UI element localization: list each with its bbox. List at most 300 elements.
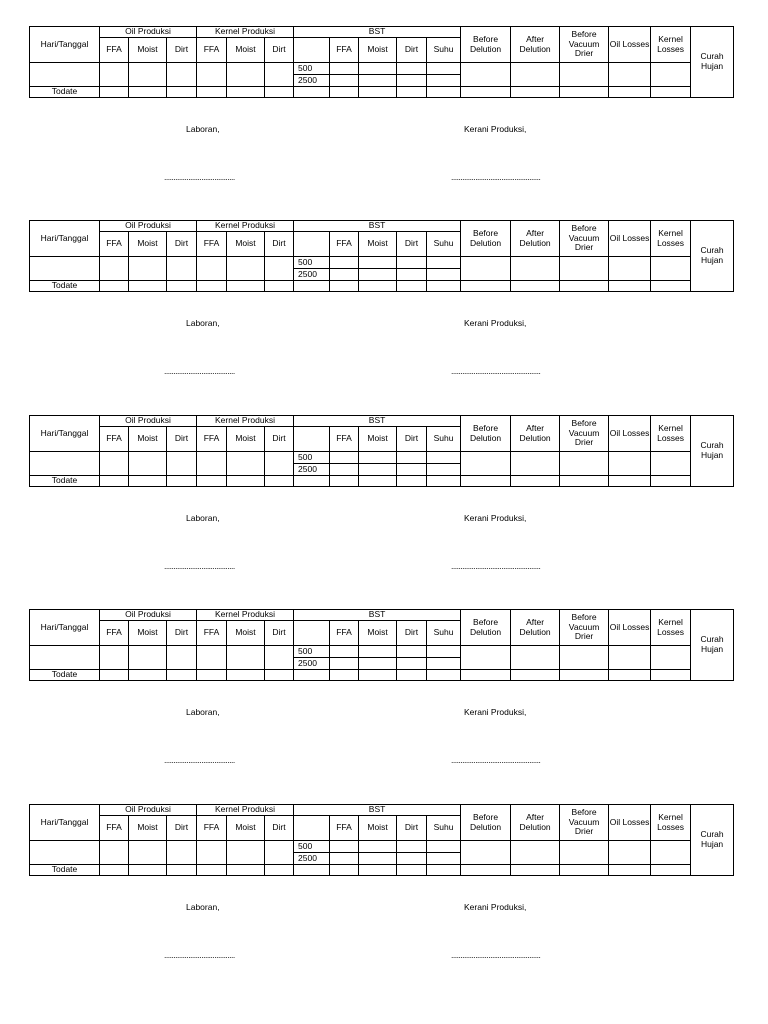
- cell-before-vacuum-drier[interactable]: [560, 646, 609, 670]
- todate-cell[interactable]: [265, 281, 294, 292]
- todate-cell[interactable]: [227, 670, 265, 681]
- cell-kernel-moist[interactable]: [227, 63, 265, 87]
- subheader-kernel-moist: Moist: [227, 232, 265, 257]
- todate-cell[interactable]: [359, 670, 397, 681]
- cell-bst-500-suhu[interactable]: [427, 452, 461, 464]
- todate-cell[interactable]: [461, 476, 511, 487]
- cell-before-delution[interactable]: [461, 841, 511, 865]
- subheader-bst-ffa: FFA: [330, 38, 359, 63]
- header-curah-hujan: Curah Hujan: [691, 416, 734, 487]
- cell-bst-2500-moist[interactable]: [359, 464, 397, 476]
- todate-cell[interactable]: [100, 87, 129, 98]
- kerani-signature-line: ................................................: [451, 755, 541, 765]
- laboran-label: Laboran,: [186, 124, 220, 134]
- kerani-signature-line: ................................................: [451, 950, 541, 960]
- subheader-oil-ffa: FFA: [100, 427, 129, 452]
- cell-bst-2500-suhu[interactable]: [427, 658, 461, 670]
- cell-bst-2500-ffa[interactable]: [330, 464, 359, 476]
- todate-cell[interactable]: [511, 865, 560, 876]
- subheader-bst-blank: [294, 621, 330, 646]
- cell-kernel-moist[interactable]: [227, 646, 265, 670]
- laboran-signature-line: ......................................: [164, 950, 235, 960]
- lab-report-table: [29, 220, 734, 292]
- cell-kernel-ffa[interactable]: [197, 63, 227, 87]
- todate-cell[interactable]: [129, 281, 167, 292]
- kerani-signature-line: ................................................: [451, 366, 541, 376]
- todate-cell[interactable]: [397, 476, 427, 487]
- header-before-vacuum-drier: Before Vacuum Drier: [560, 221, 609, 257]
- laboran-label: Laboran,: [186, 318, 220, 328]
- header-curah-hujan: Curah Hujan: [691, 221, 734, 292]
- todate-cell[interactable]: [129, 476, 167, 487]
- subheader-bst-dirt: Dirt: [397, 38, 427, 63]
- lab-report-form: [0, 609, 768, 803]
- todate-label: Todate: [30, 281, 100, 292]
- header-bst: BST: [294, 416, 461, 427]
- cell-date[interactable]: [30, 841, 100, 865]
- cell-oil-moist[interactable]: [129, 257, 167, 281]
- subheader-bst-suhu: Suhu: [427, 621, 461, 646]
- cell-before-delution[interactable]: [461, 257, 511, 281]
- cell-bst-500-moist[interactable]: [359, 257, 397, 269]
- cell-before-vacuum-drier[interactable]: [560, 63, 609, 87]
- todate-cell[interactable]: [359, 865, 397, 876]
- todate-cell[interactable]: [129, 87, 167, 98]
- cell-oil-moist[interactable]: [129, 63, 167, 87]
- header-curah-hujan: Curah Hujan: [691, 27, 734, 98]
- todate-cell[interactable]: [167, 865, 197, 876]
- todate-cell[interactable]: [129, 865, 167, 876]
- todate-cell[interactable]: [100, 476, 129, 487]
- cell-kernel-ffa[interactable]: [197, 841, 227, 865]
- cell-before-delution[interactable]: [461, 646, 511, 670]
- cell-oil-dirt[interactable]: [167, 63, 197, 87]
- cell-bst-2500-dirt[interactable]: [397, 269, 427, 281]
- todate-cell[interactable]: [651, 87, 691, 98]
- cell-bst-500-ffa[interactable]: [330, 63, 359, 75]
- todate-cell[interactable]: [100, 865, 129, 876]
- lab-report-table: [29, 609, 734, 681]
- subheader-bst-blank: [294, 232, 330, 257]
- lab-report-table: [29, 26, 734, 98]
- cell-date[interactable]: [30, 452, 100, 476]
- todate-cell[interactable]: [461, 87, 511, 98]
- todate-cell[interactable]: [359, 87, 397, 98]
- lab-report-table: [29, 804, 734, 876]
- cell-bst-500-suhu[interactable]: [427, 257, 461, 269]
- cell-kernel-losses[interactable]: [651, 841, 691, 865]
- bst-row-500: 500: [294, 452, 330, 464]
- todate-cell[interactable]: [100, 670, 129, 681]
- todate-cell[interactable]: [651, 865, 691, 876]
- subheader-kernel-dirt: Dirt: [265, 38, 294, 63]
- subheader-bst-suhu: Suhu: [427, 427, 461, 452]
- lab-report-table: [29, 415, 734, 487]
- bst-row-2500: 2500: [294, 853, 330, 865]
- todate-cell[interactable]: [265, 87, 294, 98]
- todate-cell[interactable]: [227, 87, 265, 98]
- cell-oil-losses[interactable]: [609, 257, 651, 281]
- header-after-delution: After Delution: [511, 416, 560, 452]
- kerani-produksi-label: Kerani Produksi,: [464, 707, 527, 717]
- laboran-label: Laboran,: [186, 513, 220, 523]
- cell-bst-500-ffa[interactable]: [330, 646, 359, 658]
- todate-label: Todate: [30, 87, 100, 98]
- todate-cell[interactable]: [167, 87, 197, 98]
- todate-cell[interactable]: [511, 87, 560, 98]
- header-after-delution: After Delution: [511, 805, 560, 841]
- todate-cell[interactable]: [167, 281, 197, 292]
- subheader-kernel-ffa: FFA: [197, 38, 227, 63]
- cell-before-delution[interactable]: [461, 452, 511, 476]
- header-kernel-losses: Kernel Losses: [651, 610, 691, 646]
- todate-cell[interactable]: [427, 281, 461, 292]
- header-oil-produksi: Oil Produksi: [100, 805, 197, 816]
- subheader-oil-dirt: Dirt: [167, 621, 197, 646]
- header-before-delution: Before Delution: [461, 610, 511, 646]
- cell-kernel-dirt[interactable]: [265, 63, 294, 87]
- subheader-oil-moist: Moist: [129, 427, 167, 452]
- bst-row-2500: 2500: [294, 464, 330, 476]
- todate-cell[interactable]: [651, 670, 691, 681]
- cell-kernel-dirt[interactable]: [265, 646, 294, 670]
- subheader-oil-dirt: Dirt: [167, 427, 197, 452]
- cell-oil-moist[interactable]: [129, 646, 167, 670]
- subheader-bst-ffa: FFA: [330, 232, 359, 257]
- cell-before-vacuum-drier[interactable]: [560, 841, 609, 865]
- todate-cell[interactable]: [227, 281, 265, 292]
- todate-cell[interactable]: [511, 670, 560, 681]
- cell-bst-2500-moist[interactable]: [359, 658, 397, 670]
- cell-oil-dirt[interactable]: [167, 646, 197, 670]
- subheader-bst-ffa: FFA: [330, 427, 359, 452]
- todate-cell[interactable]: [397, 87, 427, 98]
- cell-oil-moist[interactable]: [129, 452, 167, 476]
- todate-cell[interactable]: [461, 865, 511, 876]
- todate-cell[interactable]: [197, 281, 227, 292]
- todate-cell[interactable]: [227, 865, 265, 876]
- cell-bst-500-moist[interactable]: [359, 452, 397, 464]
- cell-kernel-losses[interactable]: [651, 452, 691, 476]
- cell-bst-500-dirt[interactable]: [397, 646, 427, 658]
- header-hari-tanggal: Hari/Tanggal: [30, 805, 100, 841]
- subheader-oil-ffa: FFA: [100, 232, 129, 257]
- lab-report-form: [0, 415, 768, 609]
- cell-bst-2500-suhu[interactable]: [427, 853, 461, 865]
- kerani-produksi-label: Kerani Produksi,: [464, 513, 527, 523]
- subheader-kernel-moist: Moist: [227, 38, 265, 63]
- cell-oil-ffa[interactable]: [100, 841, 129, 865]
- cell-kernel-ffa[interactable]: [197, 452, 227, 476]
- subheader-kernel-dirt: Dirt: [265, 427, 294, 452]
- cell-bst-2500-dirt[interactable]: [397, 75, 427, 87]
- todate-cell[interactable]: [197, 670, 227, 681]
- header-kernel-losses: Kernel Losses: [651, 221, 691, 257]
- cell-kernel-moist[interactable]: [227, 841, 265, 865]
- todate-cell[interactable]: [330, 670, 359, 681]
- subheader-kernel-ffa: FFA: [197, 621, 227, 646]
- laboran-signature-line: ......................................: [164, 755, 235, 765]
- todate-cell[interactable]: [197, 476, 227, 487]
- cell-after-delution[interactable]: [511, 646, 560, 670]
- subheader-kernel-dirt: Dirt: [265, 621, 294, 646]
- cell-after-delution[interactable]: [511, 63, 560, 87]
- subheader-oil-dirt: Dirt: [167, 232, 197, 257]
- subheader-bst-suhu: Suhu: [427, 816, 461, 841]
- header-before-vacuum-drier: Before Vacuum Drier: [560, 805, 609, 841]
- cell-kernel-ffa[interactable]: [197, 257, 227, 281]
- cell-oil-dirt[interactable]: [167, 841, 197, 865]
- cell-bst-500-suhu[interactable]: [427, 841, 461, 853]
- subheader-oil-dirt: Dirt: [167, 38, 197, 63]
- todate-cell[interactable]: [227, 476, 265, 487]
- todate-cell[interactable]: [359, 281, 397, 292]
- subheader-bst-moist: Moist: [359, 816, 397, 841]
- cell-bst-2500-dirt[interactable]: [397, 658, 427, 670]
- todate-cell[interactable]: [427, 87, 461, 98]
- todate-cell[interactable]: [330, 865, 359, 876]
- todate-cell[interactable]: [265, 670, 294, 681]
- header-before-delution: Before Delution: [461, 27, 511, 63]
- subheader-oil-ffa: FFA: [100, 621, 129, 646]
- header-bst: BST: [294, 221, 461, 232]
- cell-bst-2500-suhu[interactable]: [427, 464, 461, 476]
- subheader-oil-ffa: FFA: [100, 816, 129, 841]
- subheader-oil-moist: Moist: [129, 232, 167, 257]
- header-before-delution: Before Delution: [461, 221, 511, 257]
- subheader-bst-moist: Moist: [359, 38, 397, 63]
- lab-report-form: [0, 804, 768, 998]
- cell-oil-ffa[interactable]: [100, 63, 129, 87]
- subheader-kernel-moist: Moist: [227, 816, 265, 841]
- todate-cell[interactable]: [167, 476, 197, 487]
- cell-bst-2500-suhu[interactable]: [427, 269, 461, 281]
- bst-row-500: 500: [294, 63, 330, 75]
- todate-cell[interactable]: [560, 476, 609, 487]
- cell-after-delution[interactable]: [511, 452, 560, 476]
- todate-cell[interactable]: [427, 865, 461, 876]
- cell-oil-losses[interactable]: [609, 452, 651, 476]
- todate-cell[interactable]: [609, 865, 651, 876]
- todate-cell[interactable]: [511, 476, 560, 487]
- subheader-bst-blank: [294, 38, 330, 63]
- header-hari-tanggal: Hari/Tanggal: [30, 221, 100, 257]
- cell-bst-500-suhu[interactable]: [427, 63, 461, 75]
- todate-cell[interactable]: [397, 865, 427, 876]
- todate-cell[interactable]: [427, 476, 461, 487]
- cell-bst-2500-moist[interactable]: [359, 853, 397, 865]
- todate-cell[interactable]: [265, 865, 294, 876]
- cell-kernel-dirt[interactable]: [265, 841, 294, 865]
- cell-after-delution[interactable]: [511, 841, 560, 865]
- todate-label: Todate: [30, 476, 100, 487]
- cell-kernel-losses[interactable]: [651, 63, 691, 87]
- header-kernel-losses: Kernel Losses: [651, 805, 691, 841]
- header-oil-losses: Oil Losses: [609, 416, 651, 452]
- cell-date[interactable]: [30, 646, 100, 670]
- todate-cell[interactable]: [461, 670, 511, 681]
- cell-bst-2500-moist[interactable]: [359, 75, 397, 87]
- subheader-bst-dirt: Dirt: [397, 232, 427, 257]
- todate-cell[interactable]: [100, 281, 129, 292]
- cell-kernel-dirt[interactable]: [265, 257, 294, 281]
- cell-bst-500-dirt[interactable]: [397, 841, 427, 853]
- header-oil-produksi: Oil Produksi: [100, 416, 197, 427]
- cell-bst-2500-dirt[interactable]: [397, 853, 427, 865]
- cell-oil-dirt[interactable]: [167, 257, 197, 281]
- todate-cell[interactable]: [330, 476, 359, 487]
- cell-kernel-ffa[interactable]: [197, 646, 227, 670]
- cell-kernel-losses[interactable]: [651, 646, 691, 670]
- todate-cell[interactable]: [609, 87, 651, 98]
- todate-cell[interactable]: [560, 670, 609, 681]
- laboran-label: Laboran,: [186, 707, 220, 717]
- header-curah-hujan: Curah Hujan: [691, 610, 734, 681]
- todate-cell[interactable]: [167, 670, 197, 681]
- kerani-signature-line: ................................................: [451, 561, 541, 571]
- bst-row-500: 500: [294, 646, 330, 658]
- todate-cell[interactable]: [330, 281, 359, 292]
- header-bst: BST: [294, 610, 461, 621]
- cell-kernel-moist[interactable]: [227, 257, 265, 281]
- laboran-signature-line: ......................................: [164, 172, 235, 182]
- todate-cell[interactable]: [651, 281, 691, 292]
- header-bst: BST: [294, 27, 461, 38]
- cell-bst-500-ffa[interactable]: [330, 257, 359, 269]
- cell-oil-losses[interactable]: [609, 841, 651, 865]
- kerani-produksi-label: Kerani Produksi,: [464, 902, 527, 912]
- subheader-bst-moist: Moist: [359, 621, 397, 646]
- header-before-vacuum-drier: Before Vacuum Drier: [560, 610, 609, 646]
- todate-cell[interactable]: [560, 865, 609, 876]
- cell-bst-500-ffa[interactable]: [330, 841, 359, 853]
- subheader-bst-blank: [294, 816, 330, 841]
- header-kernel-produksi: Kernel Produksi: [197, 221, 294, 232]
- todate-cell[interactable]: [511, 281, 560, 292]
- todate-cell[interactable]: [461, 281, 511, 292]
- todate-cell[interactable]: [427, 670, 461, 681]
- todate-cell[interactable]: [609, 281, 651, 292]
- subheader-bst-dirt: Dirt: [397, 621, 427, 646]
- todate-cell[interactable]: [609, 476, 651, 487]
- cell-before-delution[interactable]: [461, 63, 511, 87]
- cell-oil-ffa[interactable]: [100, 646, 129, 670]
- lab-report-form: [0, 26, 768, 220]
- todate-cell[interactable]: [294, 670, 330, 681]
- subheader-oil-moist: Moist: [129, 816, 167, 841]
- cell-date[interactable]: [30, 63, 100, 87]
- cell-bst-500-dirt[interactable]: [397, 257, 427, 269]
- subheader-oil-ffa: FFA: [100, 38, 129, 63]
- cell-before-vacuum-drier[interactable]: [560, 257, 609, 281]
- subheader-bst-ffa: FFA: [330, 816, 359, 841]
- cell-bst-2500-ffa[interactable]: [330, 75, 359, 87]
- todate-cell[interactable]: [294, 87, 330, 98]
- header-kernel-produksi: Kernel Produksi: [197, 416, 294, 427]
- bst-row-2500: 2500: [294, 269, 330, 281]
- todate-cell[interactable]: [197, 87, 227, 98]
- cell-oil-losses[interactable]: [609, 646, 651, 670]
- cell-oil-dirt[interactable]: [167, 452, 197, 476]
- header-kernel-produksi: Kernel Produksi: [197, 805, 294, 816]
- cell-bst-2500-ffa[interactable]: [330, 658, 359, 670]
- subheader-bst-dirt: Dirt: [397, 427, 427, 452]
- cell-kernel-moist[interactable]: [227, 452, 265, 476]
- todate-cell[interactable]: [265, 476, 294, 487]
- header-hari-tanggal: Hari/Tanggal: [30, 610, 100, 646]
- todate-cell[interactable]: [560, 87, 609, 98]
- todate-cell[interactable]: [294, 865, 330, 876]
- cell-bst-500-dirt[interactable]: [397, 63, 427, 75]
- subheader-bst-dirt: Dirt: [397, 816, 427, 841]
- lab-report-form: [0, 220, 768, 414]
- cell-bst-500-moist[interactable]: [359, 841, 397, 853]
- todate-cell[interactable]: [294, 476, 330, 487]
- todate-cell[interactable]: [330, 87, 359, 98]
- header-kernel-produksi: Kernel Produksi: [197, 610, 294, 621]
- cell-oil-ffa[interactable]: [100, 257, 129, 281]
- todate-cell[interactable]: [560, 281, 609, 292]
- cell-bst-2500-suhu[interactable]: [427, 75, 461, 87]
- cell-bst-2500-dirt[interactable]: [397, 464, 427, 476]
- subheader-kernel-ffa: FFA: [197, 816, 227, 841]
- subheader-kernel-moist: Moist: [227, 427, 265, 452]
- todate-cell[interactable]: [197, 865, 227, 876]
- cell-oil-losses[interactable]: [609, 63, 651, 87]
- subheader-bst-moist: Moist: [359, 427, 397, 452]
- subheader-oil-moist: Moist: [129, 621, 167, 646]
- cell-before-vacuum-drier[interactable]: [560, 452, 609, 476]
- cell-after-delution[interactable]: [511, 257, 560, 281]
- cell-bst-2500-ffa[interactable]: [330, 269, 359, 281]
- cell-bst-500-suhu[interactable]: [427, 646, 461, 658]
- cell-bst-500-moist[interactable]: [359, 646, 397, 658]
- todate-label: Todate: [30, 865, 100, 876]
- subheader-kernel-ffa: FFA: [197, 427, 227, 452]
- todate-cell[interactable]: [651, 476, 691, 487]
- kerani-produksi-label: Kerani Produksi,: [464, 318, 527, 328]
- kerani-signature-line: ................................................: [451, 172, 541, 182]
- todate-cell[interactable]: [609, 670, 651, 681]
- header-before-vacuum-drier: Before Vacuum Drier: [560, 27, 609, 63]
- cell-bst-500-ffa[interactable]: [330, 452, 359, 464]
- todate-label: Todate: [30, 670, 100, 681]
- todate-cell[interactable]: [294, 281, 330, 292]
- subheader-bst-suhu: Suhu: [427, 232, 461, 257]
- laboran-label: Laboran,: [186, 902, 220, 912]
- subheader-oil-dirt: Dirt: [167, 816, 197, 841]
- cell-kernel-dirt[interactable]: [265, 452, 294, 476]
- cell-bst-2500-moist[interactable]: [359, 269, 397, 281]
- subheader-kernel-moist: Moist: [227, 621, 265, 646]
- todate-cell[interactable]: [359, 476, 397, 487]
- header-oil-produksi: Oil Produksi: [100, 610, 197, 621]
- cell-kernel-losses[interactable]: [651, 257, 691, 281]
- header-oil-losses: Oil Losses: [609, 610, 651, 646]
- cell-oil-ffa[interactable]: [100, 452, 129, 476]
- cell-bst-500-dirt[interactable]: [397, 452, 427, 464]
- cell-bst-500-moist[interactable]: [359, 63, 397, 75]
- cell-date[interactable]: [30, 257, 100, 281]
- todate-cell[interactable]: [397, 670, 427, 681]
- subheader-bst-suhu: Suhu: [427, 38, 461, 63]
- cell-oil-moist[interactable]: [129, 841, 167, 865]
- cell-bst-2500-ffa[interactable]: [330, 853, 359, 865]
- todate-cell[interactable]: [397, 281, 427, 292]
- todate-cell[interactable]: [129, 670, 167, 681]
- header-kernel-losses: Kernel Losses: [651, 416, 691, 452]
- bst-row-2500: 2500: [294, 658, 330, 670]
